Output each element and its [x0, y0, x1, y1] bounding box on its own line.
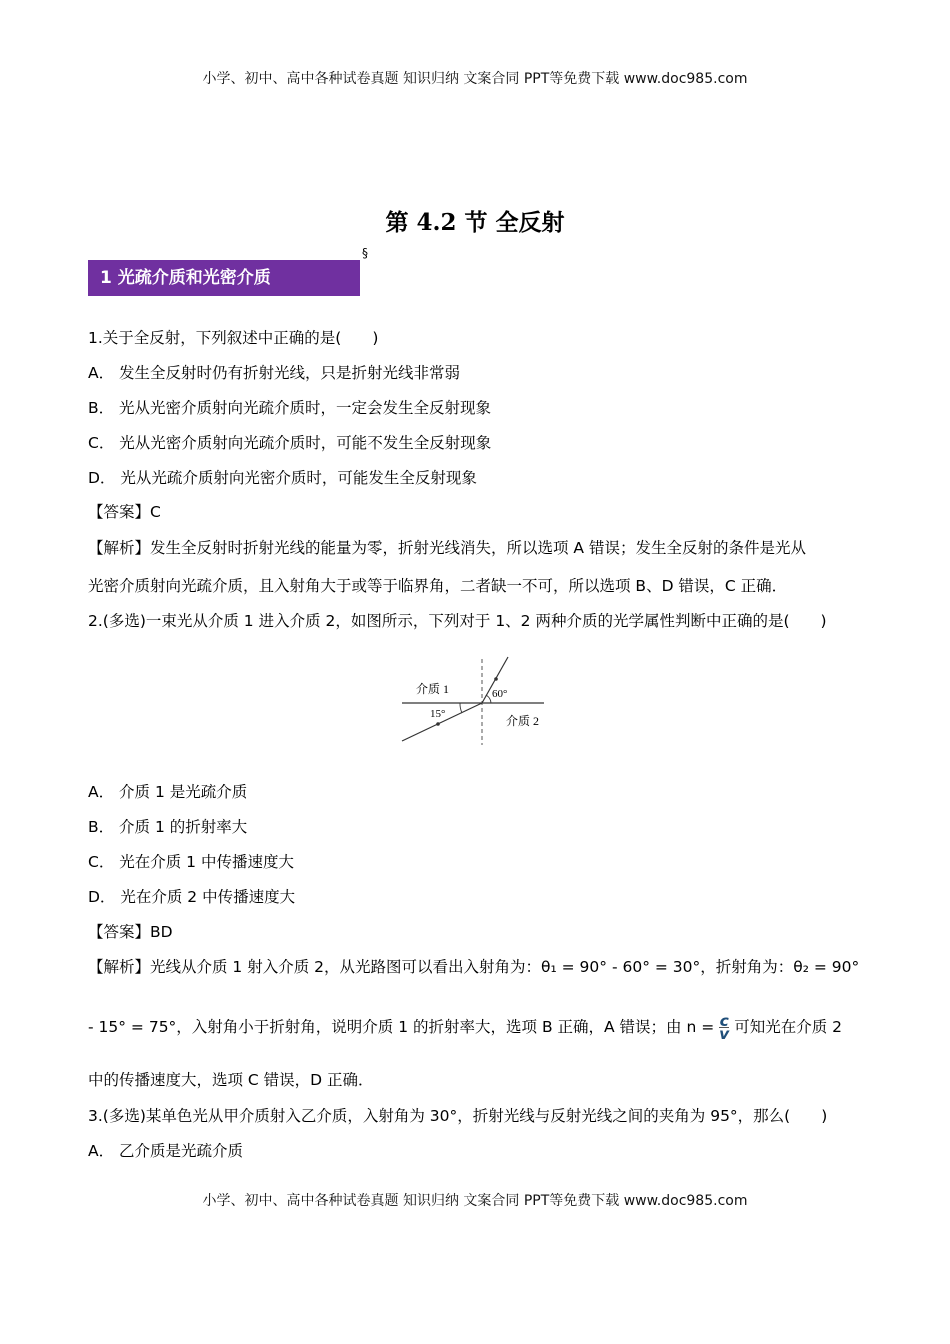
fraction-numerator: c	[719, 1012, 729, 1030]
q2-stem: 2.(多选)一束光从介质 1 进入介质 2，如图所示，下列对于 1、2 两种介质的光学属性判断中正确的是( )	[88, 612, 827, 630]
q3-stem: 3.(多选)某单色光从甲介质射入乙介质，入射角为 30°，折射光线与反射光线之间的夹角为 95°，那么( )	[88, 1107, 828, 1125]
q2-option-b: B． 介质 1 的折射率大	[88, 818, 248, 836]
page-header: 小学、初中、高中各种试卷真题 知识归纳 文案合同 PPT等免费下载 www.doc985.com	[202, 71, 748, 87]
fraction-denominator: v	[719, 1025, 730, 1043]
medium2-label: 介质 2	[506, 714, 540, 728]
refraction-diagram	[398, 655, 548, 747]
angle-15-label: 15°	[430, 708, 446, 720]
angle-60-label: 60°	[492, 688, 508, 700]
section-heading: 1 光疏介质和光密介质	[88, 260, 360, 296]
q1-stem: 1.关于全反射，下列叙述中正确的是( )	[88, 329, 379, 347]
q2-analysis-line1: 【解析】光线从介质 1 射入介质 2，从光路图可以看出入射角为：θ₁ = 90° - 60° = 30°，折射角为：θ₂ = 90°	[88, 958, 860, 976]
q1-analysis-line1: 【解析】发生全反射时折射光线的能量为零，折射光线消失，所以选项 A 错误；发生全反射的条件是光从	[88, 539, 806, 557]
q2-option-d: D． 光在介质 2 中传播速度大	[88, 888, 296, 906]
q2-analysis-line2-post: 可知光在介质 2	[734, 1018, 842, 1036]
q1-option-d: D． 光从光疏介质射向光密介质时，可能发生全反射现象	[88, 469, 477, 487]
medium1-label: 介质 1	[416, 682, 450, 696]
q1-analysis-line2: 光密介质射向光疏介质，且入射角大于或等于临界角，二者缺一不可，所以选项 B、D 错误，C 正确．	[88, 577, 788, 595]
q2-option-a: A． 介质 1 是光疏介质	[88, 783, 248, 801]
q2-answer: 【答案】BD	[88, 923, 173, 941]
q2-option-c: C． 光在介质 1 中传播速度大	[88, 853, 294, 871]
q1-option-c: C． 光从光密介质射向光疏介质时，可能不发生全反射现象	[88, 434, 492, 452]
q1-answer: 【答案】C	[88, 503, 161, 521]
q1-option-a: A． 发生全反射时仍有折射光线，只是折射光线非常弱	[88, 364, 461, 382]
section-mark: §	[362, 246, 368, 260]
q2-analysis-line2	[88, 1012, 868, 1043]
q2-analysis-line2-pre: - 15° = 75°，入射角小于折射角，说明介质 1 的折射率大，选项 B 正确，A 错误；由 n =	[88, 1018, 715, 1036]
q2-analysis-line3: 中的传播速度大，选项 C 错误，D 正确．	[88, 1071, 374, 1089]
page-footer: 小学、初中、高中各种试卷真题 知识归纳 文案合同 PPT等免费下载 www.doc985.com	[202, 1193, 748, 1209]
speed-fraction	[719, 1012, 730, 1043]
q1-option-b: B． 光从光密介质射向光疏介质时，一定会发生全反射现象	[88, 399, 492, 417]
q3-option-a: A． 乙介质是光疏介质	[88, 1142, 244, 1160]
page-title: 第 4.2 节 全反射	[385, 209, 565, 236]
